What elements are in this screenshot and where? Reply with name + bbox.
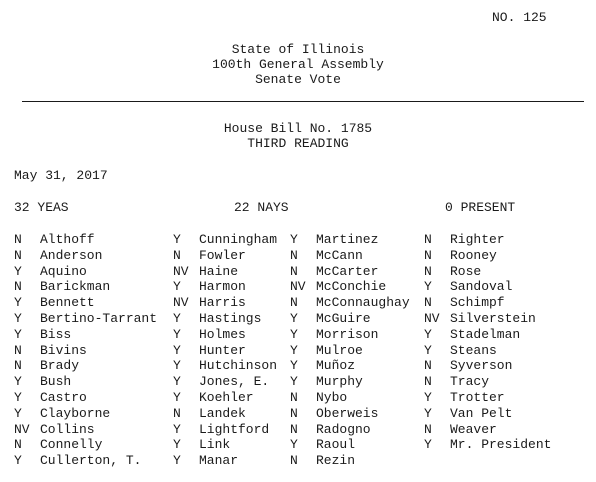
senator-vote-row [290, 232, 378, 247]
senator-vote-row [173, 374, 269, 389]
assembly-title: 100th General Assembly [212, 57, 384, 72]
vote-code: Y [14, 390, 22, 405]
vote-code: Y [173, 279, 181, 295]
senator-name: Weaver [450, 421, 497, 437]
yeas-count: 32 YEAS [14, 200, 69, 215]
senator-name: Hastings [199, 311, 262, 326]
senator-vote-row [14, 264, 87, 279]
senator-vote-row [424, 295, 505, 310]
vote-code: Y [290, 326, 298, 342]
senator-vote-row [173, 422, 269, 437]
vote-code: Y [424, 279, 432, 295]
senator-name: Cullerton, T. [40, 453, 142, 469]
nays-count: 22 NAYS [234, 200, 289, 215]
senator-vote-row [173, 390, 254, 405]
senator-vote-row [173, 232, 277, 247]
senator-vote-row [424, 390, 505, 405]
vote-code: Y [173, 453, 181, 469]
senator-name: Harmon [199, 279, 246, 295]
vote-code: Y [173, 232, 181, 247]
vote-code: N [424, 232, 432, 247]
senator-name: Hunter [199, 342, 246, 358]
senator-name: Cunningham [199, 232, 278, 247]
senator-vote-row [424, 279, 512, 294]
senator-vote-row [173, 264, 238, 279]
senator-vote-row [14, 358, 79, 373]
vote-code: N [290, 263, 298, 279]
senator-vote-row [14, 406, 110, 421]
vote-code: NV [173, 295, 189, 311]
senator-vote-row [173, 327, 246, 342]
senator-vote-row [424, 343, 497, 358]
senator-name: Bertino-Tarrant [40, 311, 158, 326]
senator-vote-row [424, 232, 505, 247]
senator-name: McCann [316, 247, 363, 263]
senator-vote-row [14, 232, 95, 247]
vote-code: Y [173, 358, 181, 374]
vote-code: N [14, 437, 22, 453]
vote-code: N [14, 247, 22, 263]
senator-vote-row [173, 343, 246, 358]
senator-vote-row [424, 374, 489, 389]
vote-code: N [290, 453, 298, 469]
senator-name: Rezin [316, 453, 356, 469]
vote-number: NO. 125 [492, 10, 547, 25]
vote-code: Y [424, 326, 432, 342]
vote-code: N [173, 405, 181, 421]
vote-code: Y [424, 390, 432, 405]
vote-code: N [290, 421, 298, 437]
senator-name: Martinez [316, 232, 379, 247]
senator-vote-row [14, 295, 95, 310]
vote-code: Y [290, 311, 298, 326]
senator-vote-row [173, 295, 246, 310]
vote-code: Y [14, 263, 22, 279]
senator-name: Koehler [199, 390, 254, 405]
vote-code: Y [290, 358, 298, 374]
senator-vote-row [424, 358, 512, 373]
senator-name: Hutchinson [199, 358, 278, 374]
vote-code: N [14, 232, 22, 247]
senator-name: Steans [450, 342, 497, 358]
senator-vote-row [290, 374, 363, 389]
senator-name: Haine [199, 263, 239, 279]
senator-name: Mr. President [450, 437, 552, 453]
senator-name: Sandoval [450, 279, 513, 295]
senator-name: Rooney [450, 247, 497, 263]
senator-name: Harris [199, 295, 246, 311]
senator-vote-row [290, 358, 355, 373]
vote-code: Y [424, 437, 432, 453]
senator-vote-row [424, 406, 512, 421]
senator-name: Trotter [450, 390, 505, 405]
vote-code: N [424, 358, 432, 374]
senator-name: Brady [40, 358, 80, 374]
senator-name: Anderson [40, 247, 103, 263]
senator-vote-row [14, 374, 71, 389]
vote-code: N [424, 421, 432, 437]
senator-vote-row [424, 437, 551, 452]
senator-vote-row [290, 422, 371, 437]
chamber-title: Senate Vote [255, 72, 341, 87]
vote-code: N [290, 295, 298, 311]
senator-vote-row [290, 248, 363, 263]
vote-code: Y [173, 326, 181, 342]
senator-vote-row [173, 358, 277, 373]
senator-vote-row [424, 264, 481, 279]
senator-vote-row [290, 437, 355, 452]
senator-name: Righter [450, 232, 505, 247]
vote-code: Y [14, 405, 22, 421]
vote-code: Y [14, 295, 22, 311]
senator-vote-row [424, 311, 536, 326]
senator-name: Van Pelt [450, 405, 513, 421]
senator-vote-row [173, 311, 261, 326]
vote-code: NV [14, 421, 30, 437]
senator-name: Stadelman [450, 326, 521, 342]
vote-code: N [14, 358, 22, 374]
senator-name: Radogno [316, 421, 371, 437]
senator-name: McGuire [316, 311, 371, 326]
vote-code: Y [290, 437, 298, 453]
senator-name: Morrison [316, 326, 379, 342]
senator-name: Tracy [450, 374, 490, 390]
senator-name: Clayborne [40, 405, 111, 421]
senator-vote-row [14, 343, 87, 358]
reading-label: THIRD READING [247, 136, 349, 151]
senator-vote-row [173, 406, 246, 421]
senator-name: Castro [40, 390, 87, 405]
senator-vote-row [173, 453, 238, 468]
senator-name: Murphy [316, 374, 363, 390]
senator-vote-row [290, 311, 371, 326]
senator-vote-row [290, 390, 347, 405]
senator-name: Rose [450, 263, 482, 279]
senator-name: Oberweis [316, 405, 379, 421]
senator-vote-row [424, 422, 497, 437]
senator-name: Bennett [40, 295, 95, 311]
senator-name: Fowler [199, 247, 246, 263]
senator-name: Lightford [199, 421, 270, 437]
bill-number: House Bill No. 1785 [223, 121, 373, 136]
senator-name: Nybo [316, 390, 348, 405]
vote-code: N [290, 390, 298, 405]
senator-vote-row [290, 453, 355, 468]
vote-code: NV [290, 279, 306, 295]
vote-code: Y [290, 342, 298, 358]
senator-vote-row [290, 279, 386, 294]
senator-name: McConnaughay [316, 295, 410, 311]
senator-name: Landek [199, 405, 246, 421]
senator-vote-row [14, 279, 110, 294]
vote-code: N [173, 247, 181, 263]
senator-vote-row [173, 248, 246, 263]
senator-vote-row [14, 248, 102, 263]
senator-vote-row [14, 311, 157, 326]
senator-name: Link [199, 437, 231, 453]
senator-vote-row [290, 327, 378, 342]
vote-code: N [424, 374, 432, 390]
vote-code: Y [173, 311, 181, 326]
senator-name: Collins [40, 421, 95, 437]
vote-code: Y [290, 232, 298, 247]
senator-vote-row [173, 279, 246, 294]
vote-code: N [290, 405, 298, 421]
vote-date: May 31, 2017 [14, 168, 108, 183]
vote-code: Y [173, 374, 181, 390]
senator-vote-row [290, 264, 378, 279]
vote-code: N [290, 247, 298, 263]
senator-name: Syverson [450, 358, 513, 374]
senator-vote-row [424, 327, 520, 342]
senator-vote-row [14, 327, 71, 342]
senator-name: Mulroe [316, 342, 363, 358]
senator-name: Biss [40, 326, 72, 342]
vote-code: Y [173, 437, 181, 453]
vote-code: N [424, 247, 432, 263]
senator-vote-row [14, 422, 95, 437]
senator-name: Bivins [40, 342, 87, 358]
vote-code: Y [173, 342, 181, 358]
vote-code: Y [14, 453, 22, 469]
senator-name: McCarter [316, 263, 379, 279]
vote-code: Y [290, 374, 298, 390]
senator-vote-row [14, 453, 141, 468]
senator-vote-row [173, 437, 230, 452]
senator-name: McConchie [316, 279, 387, 295]
vote-code: Y [14, 326, 22, 342]
senator-vote-row [290, 406, 378, 421]
header-divider [22, 101, 584, 102]
vote-code: Y [173, 390, 181, 405]
senator-vote-row [424, 248, 497, 263]
vote-code: Y [14, 374, 22, 390]
vote-code: NV [424, 311, 440, 326]
senator-name: Schimpf [450, 295, 505, 311]
senator-name: Althoff [40, 232, 95, 247]
vote-code: Y [14, 311, 22, 326]
senator-vote-row [290, 343, 363, 358]
vote-code: Y [173, 421, 181, 437]
senator-name: Jones, E. [199, 374, 270, 390]
senator-vote-row [14, 390, 87, 405]
vote-code: N [424, 263, 432, 279]
senator-name: Muñoz [316, 358, 356, 374]
senator-vote-row [14, 437, 102, 452]
vote-code: N [424, 295, 432, 311]
vote-code: N [14, 279, 22, 295]
vote-code: N [14, 342, 22, 358]
present-count: 0 PRESENT [445, 200, 516, 215]
senator-name: Manar [199, 453, 239, 469]
senator-vote-row [290, 295, 410, 310]
senator-name: Aquino [40, 263, 87, 279]
state-title: State of Illinois [231, 42, 365, 57]
vote-code: Y [424, 405, 432, 421]
vote-code: Y [424, 342, 432, 358]
senator-name: Holmes [199, 326, 246, 342]
senator-name: Bush [40, 374, 72, 390]
vote-code: NV [173, 263, 189, 279]
senator-name: Silverstein [450, 311, 536, 326]
senator-name: Connelly [40, 437, 103, 453]
senator-name: Raoul [316, 437, 356, 453]
senator-name: Barickman [40, 279, 111, 295]
